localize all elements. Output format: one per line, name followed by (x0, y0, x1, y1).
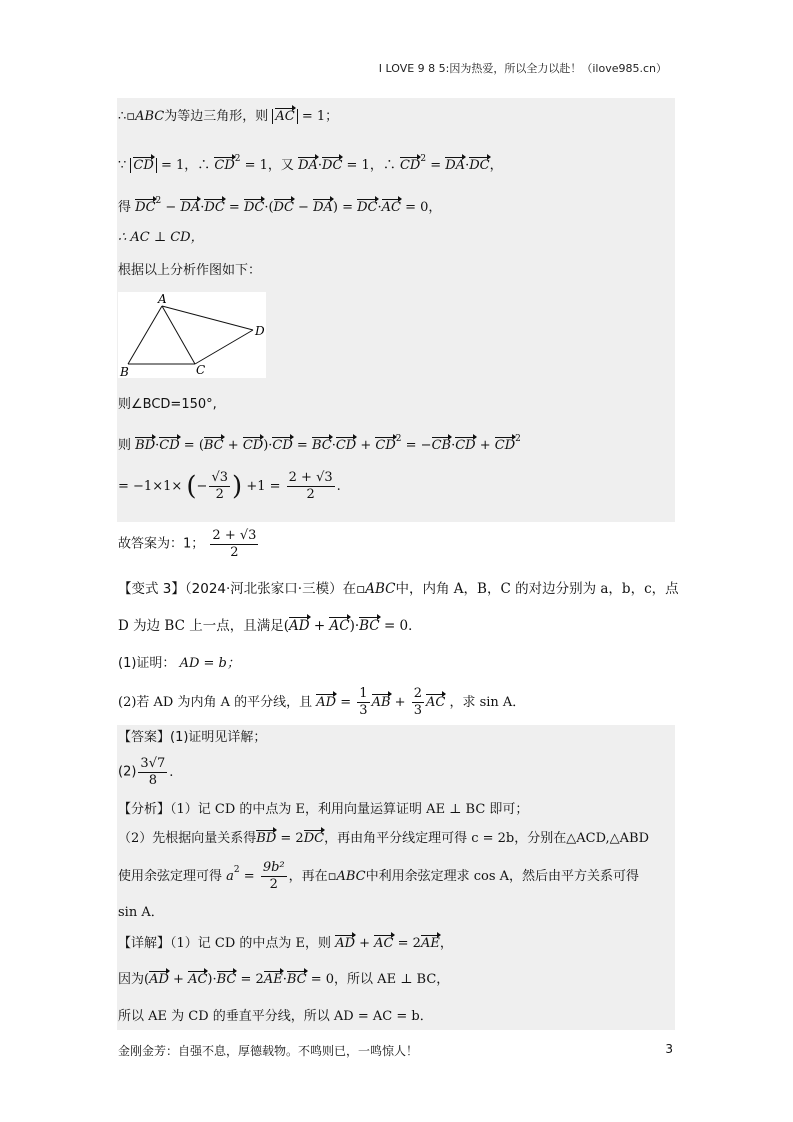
page-number: 3 (665, 1042, 673, 1056)
label-A: A (158, 292, 167, 306)
page-header: I LOVE 9 8 5:因为热爱，所以全力以赴！（ilove985.cn） (378, 62, 667, 75)
line-result: = −1×1× (− $\frac{√3}{2}$ ) +1 = $\frac{2 + √3}{2}$ . (118, 470, 341, 502)
line-perpendicular: ∴ AC ⊥ CD， (118, 230, 204, 245)
label-C: C (196, 363, 206, 377)
analysis-line-3: 使用余弦定理可得 $a^2$ = $\frac{\text{9b²}}{2}$ ，再在▫ABC中利用余弦定理求 cos A，然后由平方关系可得 (118, 860, 640, 892)
analysis-line-2: （2）先根据向量关系得BD = 2DC，再由角平分线定理可得 c = 2b，分别在△ACD,△ABD (118, 831, 650, 846)
line-equilateral: ∴▫ABC为等边三角形，则 AC = 1； (118, 109, 339, 124)
variant-line-2: D 为边 BC 上一点，且满足(AD + AC)·BC = 0． (118, 618, 422, 634)
detail-line-2: 因为(AD + AC)·BC = 2AE·BC = 0，所以 AE ⊥ BC， (118, 972, 450, 987)
page-footer: 金刚金芳：自强不息，厚德载物。不鸣则已，一鸣惊人！ (118, 1044, 419, 1058)
line-derivation: 得 $DC^2 - DA\cdot DC = DC\cdot(DC - DA) = DC\cdot AC = 0$， (118, 196, 442, 215)
label-B: B (120, 365, 129, 378)
answer-line-1: 故答案为：1； $\frac{2 + √3}{2}$ (118, 528, 257, 560)
line-cd-magnitude: ∵ CD = 1，∴ $CD^2 = 1$，又 DA·DC = 1，∴ $CD^2 = DA\cdot DC$， (118, 154, 503, 173)
detail-line-1: 【详解】（1）记 CD 的中点为 E，则 AD + AC = 2AE， (118, 936, 453, 951)
analysis-line-1: 【分析】（1）记 CD 的中点为 E，利用向量运算证明 AE ⊥ BC 即可； (118, 802, 529, 817)
line-angle: 则∠BCD=150°, (118, 397, 217, 412)
question-2: (2)若 AD 为内角 A 的平分线，且 AD = $\frac{1}{3}$ AB + $\frac{2}{3}$ AC ，求 sin A． (118, 686, 526, 718)
line-dot-product: 则 $BD\cdot CD = (BC + CD)\cdot CD = BC\cdot CD + CD^2 = -CB\cdot CD + CD^2$ (118, 434, 521, 453)
answer-line-3: (2) $\frac{3√7}{8}$ . (118, 756, 174, 788)
variant-title: 【变式 3】（2024·河北张家口·三模）在▫ABC中，内角 A，B，C 的对边分别为 a，b，c，点 (118, 581, 679, 597)
line-figure-intro: 根据以上分析作图如下： (118, 263, 262, 278)
triangle-diagram (118, 292, 266, 378)
answer-line-2: 【答案】(1)证明见详解； (118, 730, 267, 745)
label-D: D (255, 324, 265, 338)
question-1: (1)证明： AD = b； (118, 656, 240, 671)
triangle-figure (118, 292, 266, 378)
detail-line-3: 所以 AE 为 CD 的垂直平分线，所以 AD = AC = b． (118, 1009, 433, 1024)
analysis-line-4: sin A． (118, 905, 164, 920)
